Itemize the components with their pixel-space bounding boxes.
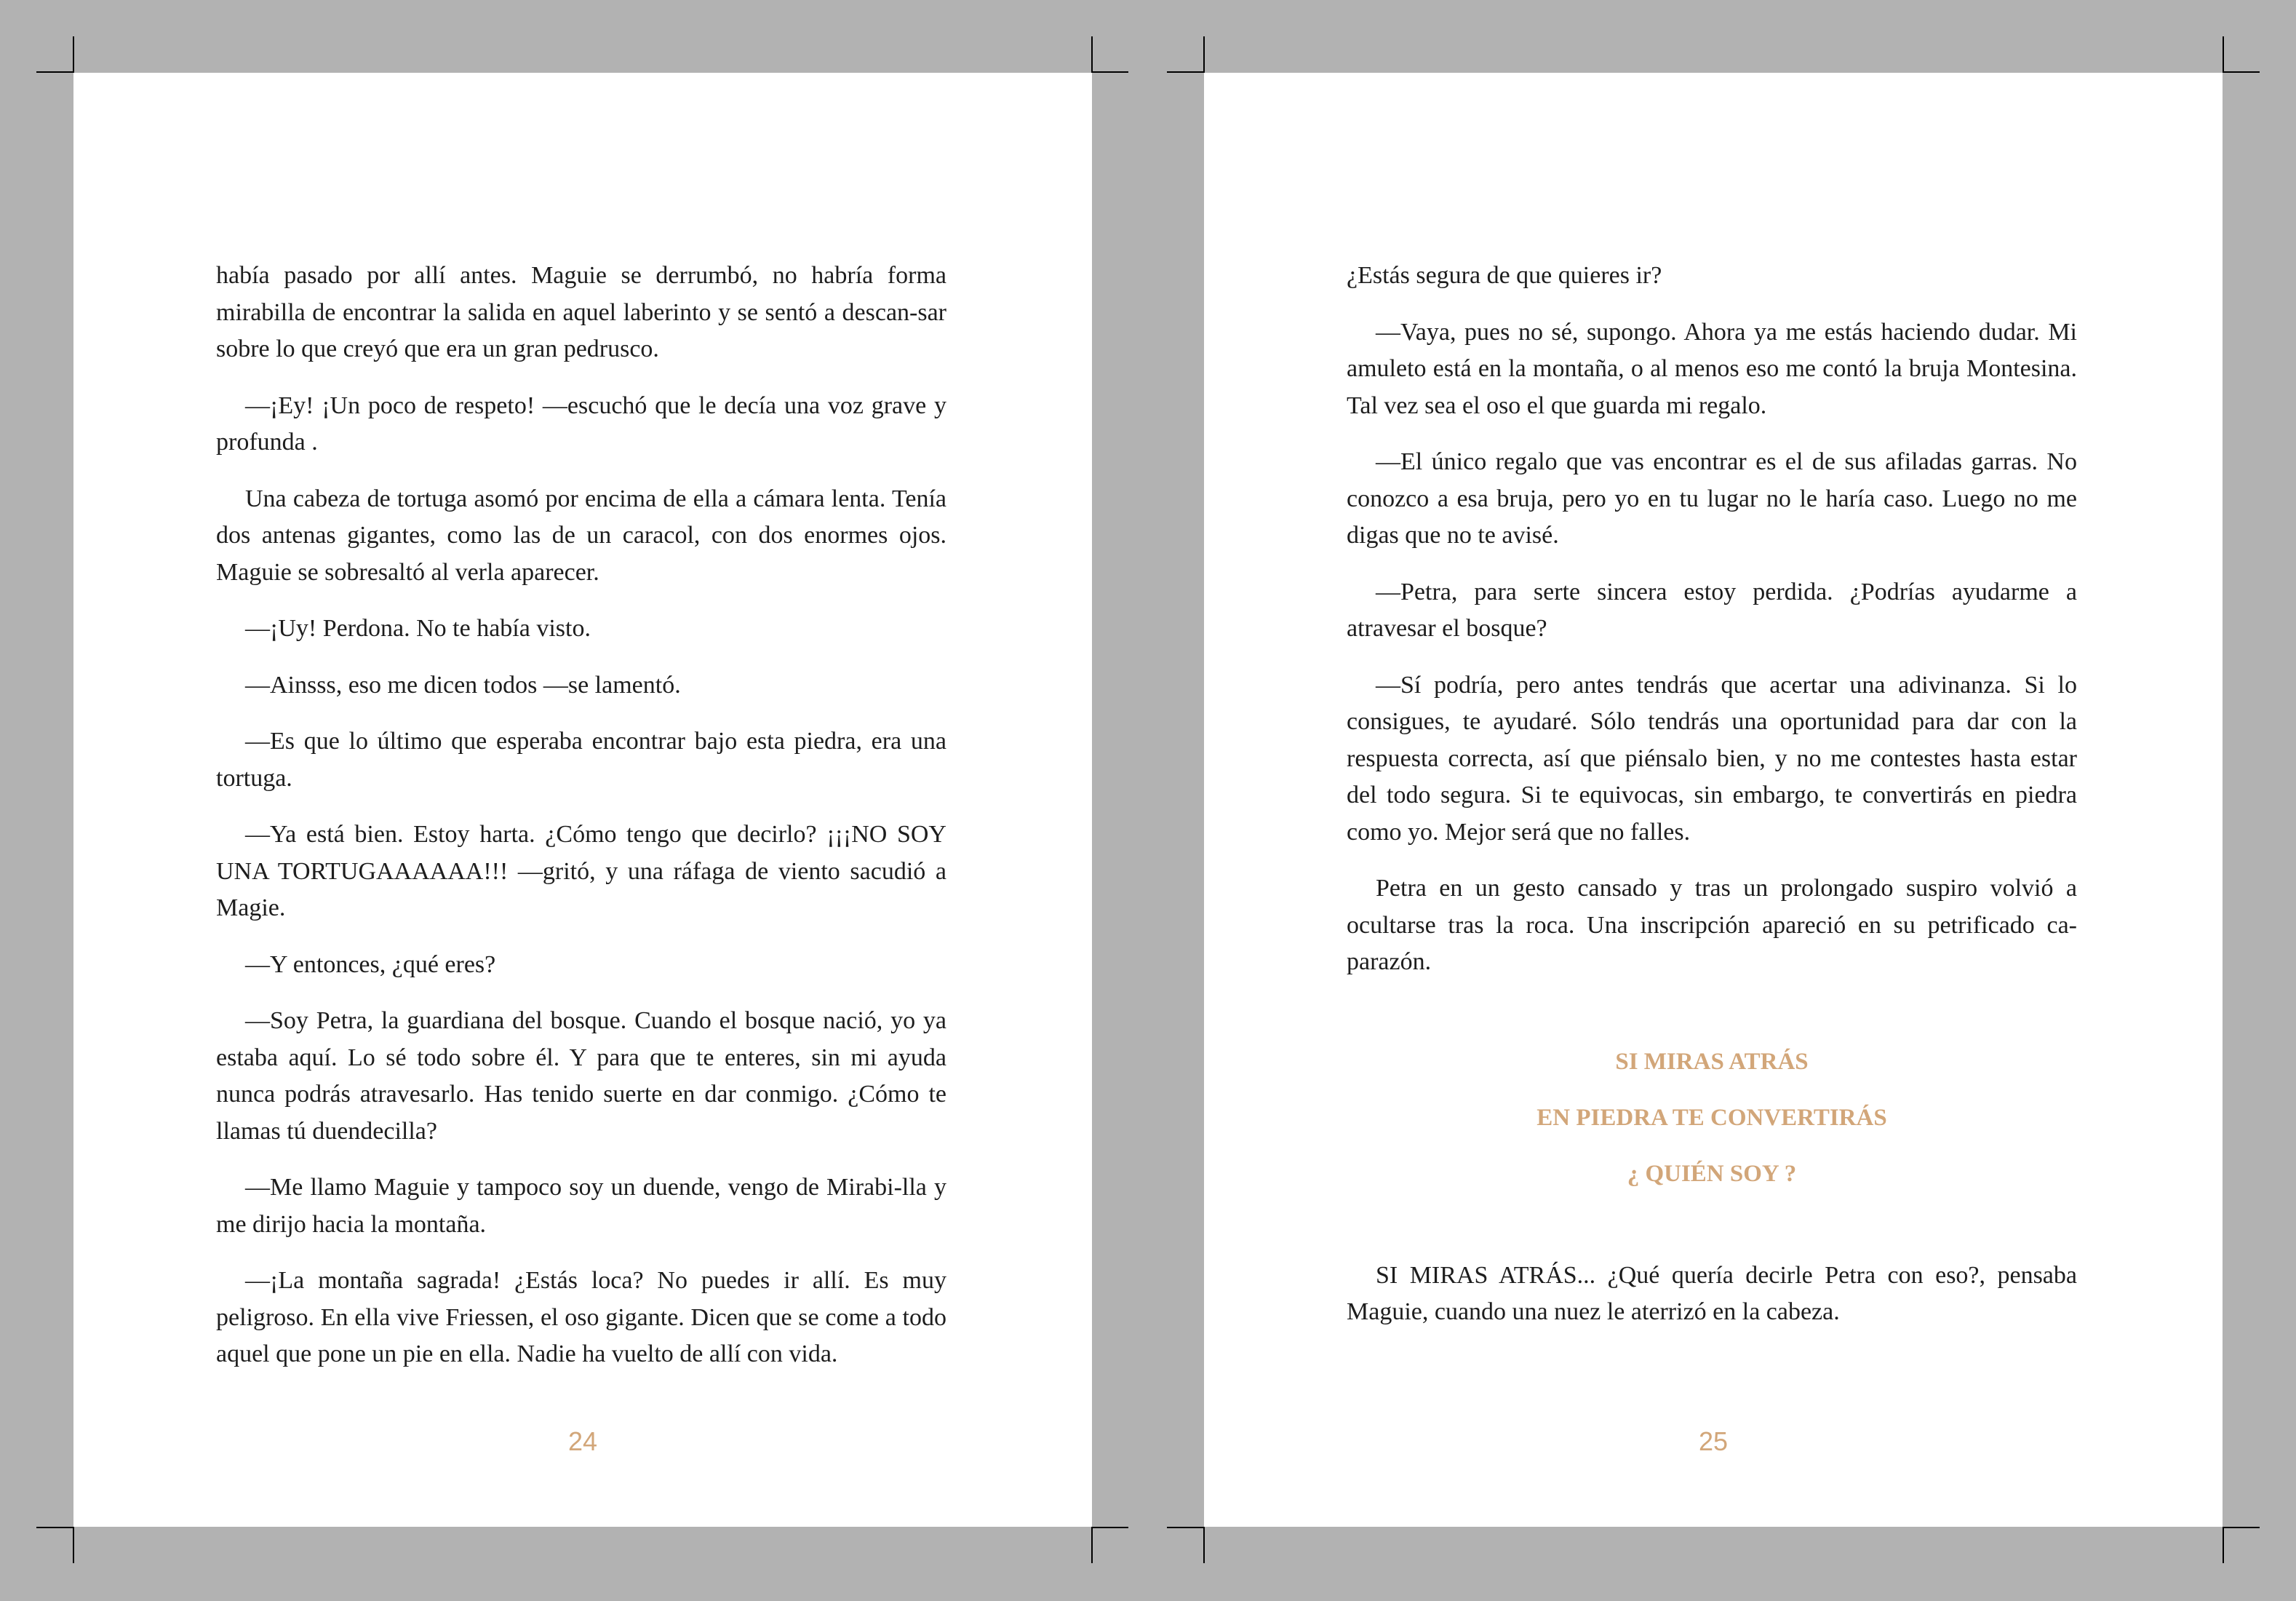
right-page	[1204, 73, 2223, 1527]
right-page-text	[1347, 258, 2077, 1351]
crop-mark	[2223, 71, 2260, 73]
paragraph: —Vaya, pues no sé, supongo. Ahora ya me estás haciendo dudar. Mi amuleto está en la montaña, o al menos eso me contó la bruja Montesina. Tal vez sea el oso el que guarda mi regalo.	[1347, 318, 2077, 419]
crop-mark	[1167, 1527, 1203, 1528]
paragraph: —Ya está bien. Estoy harta. ¿Cómo tengo que decirlo? ¡¡¡NO SOY UNA TORTUGAAAAAA!!! —gritó, y una ráfaga de viento sacudió a Magie.	[216, 821, 946, 921]
crop-mark	[73, 1527, 74, 1563]
paragraph: —El único regalo que vas encontrar es el de sus afiladas garras. No conozco a esa bruja, pero yo en tu lugar no le haría caso. Luego no me digas que no te avisé.	[1347, 448, 2077, 549]
riddle-line: SI MIRAS ATRÁS	[1615, 1048, 1809, 1075]
paragraph: —Petra, para serte sincera estoy perdida. ¿Podrías ayudarme a atravesar el bosque?	[1347, 578, 2077, 642]
crop-mark	[73, 36, 74, 73]
paragraph: —Sí podría, pero antes tendrás que acertar una adivinanza. Si lo consigues, te ayudaré. Sólo tendrás una oportunidad para dar con la respuesta correcta, así que piénsalo bien, y no me contestes hasta estar del todo segura. Si te equivocas, sin embargo, te convertirás en piedra como yo. Mejor será que no falles.	[1347, 671, 2077, 846]
crop-mark	[36, 1527, 73, 1528]
paragraph: —Me llamo Maguie y tampoco soy un duende, vengo de Mirabi-lla y me dirijo hacia la montaña.	[216, 1174, 946, 1238]
left-page-text	[216, 258, 946, 1393]
crop-mark	[1092, 1527, 1128, 1528]
crop-mark	[1092, 71, 1128, 73]
paragraph: —¡Ey! ¡Un poco de respeto! —escuchó que le decía una voz grave y profunda .	[216, 392, 946, 456]
paragraph: —Es que lo último que esperaba encontrar bajo esta piedra, era una tortuga.	[216, 728, 946, 792]
crop-mark	[2223, 1527, 2260, 1528]
crop-mark	[1203, 36, 1205, 73]
riddle-line: EN PIEDRA TE CONVERTIRÁS	[1536, 1104, 1887, 1131]
crop-mark	[1203, 1527, 1205, 1563]
page-number: 24	[567, 1426, 598, 1456]
crop-mark	[1091, 1527, 1093, 1563]
crop-mark	[1167, 71, 1203, 73]
page-number: 25	[1698, 1426, 1729, 1456]
paragraph: —¡La montaña sagrada! ¿Estás loca? No puedes ir allí. Es muy peligroso. En ella vive Friessen, el oso gigante. Dicen que se come a todo aquel que pone un pie en ella. Nadie ha vuelto de allí con vida.	[216, 1267, 946, 1367]
paragraph: —¡Uy! Perdona. No te había visto.	[245, 615, 591, 642]
paragraph: SI MIRAS ATRÁS... ¿Qué quería decirle Petra con eso?, pensaba Maguie, cuando una nuez le aterrizó en la cabeza.	[1347, 1261, 2077, 1325]
riddle-line: ¿ QUIÉN SOY ?	[1627, 1160, 1797, 1187]
paragraph: —Soy Petra, la guardiana del bosque. Cuando el bosque nació, yo ya estaba aquí. Lo sé todo sobre él. Y para que te enteres, sin mi ayuda nunca podrás atravesarlo. Has tenido suerte en dar conmigo. ¿Cómo te llamas tú duendecilla?	[216, 1007, 946, 1145]
crop-mark	[36, 71, 73, 73]
crop-mark	[2223, 36, 2224, 73]
crop-mark	[1091, 36, 1093, 73]
crop-mark	[2223, 1527, 2224, 1563]
paragraph: ¿Estás segura de que quieres ir?	[1347, 262, 1662, 289]
paragraph: Petra en un gesto cansado y tras un prolongado suspiro volvió a ocultarse tras la roca. Una inscripción apareció en su petrificado ca-parazón.	[1347, 875, 2077, 975]
left-page	[73, 73, 1092, 1527]
paragraph: había pasado por allí antes. Maguie se derrumbó, no habría forma mirabilla de encontrar la salida en aquel laberinto y se sentó a descan-sar sobre lo que creyó que era un gran pedrusco.	[216, 262, 946, 362]
paragraph: —Y entonces, ¿qué eres?	[245, 950, 496, 978]
paragraph: —Ainsss, eso me dicen todos —se lamentó.	[245, 671, 681, 699]
paragraph: Una cabeza de tortuga asomó por encima de ella a cámara lenta. Tenía dos antenas gigantes, como las de un caracol, con dos enormes ojos. Maguie se sobresaltó al verla aparecer.	[216, 485, 946, 586]
